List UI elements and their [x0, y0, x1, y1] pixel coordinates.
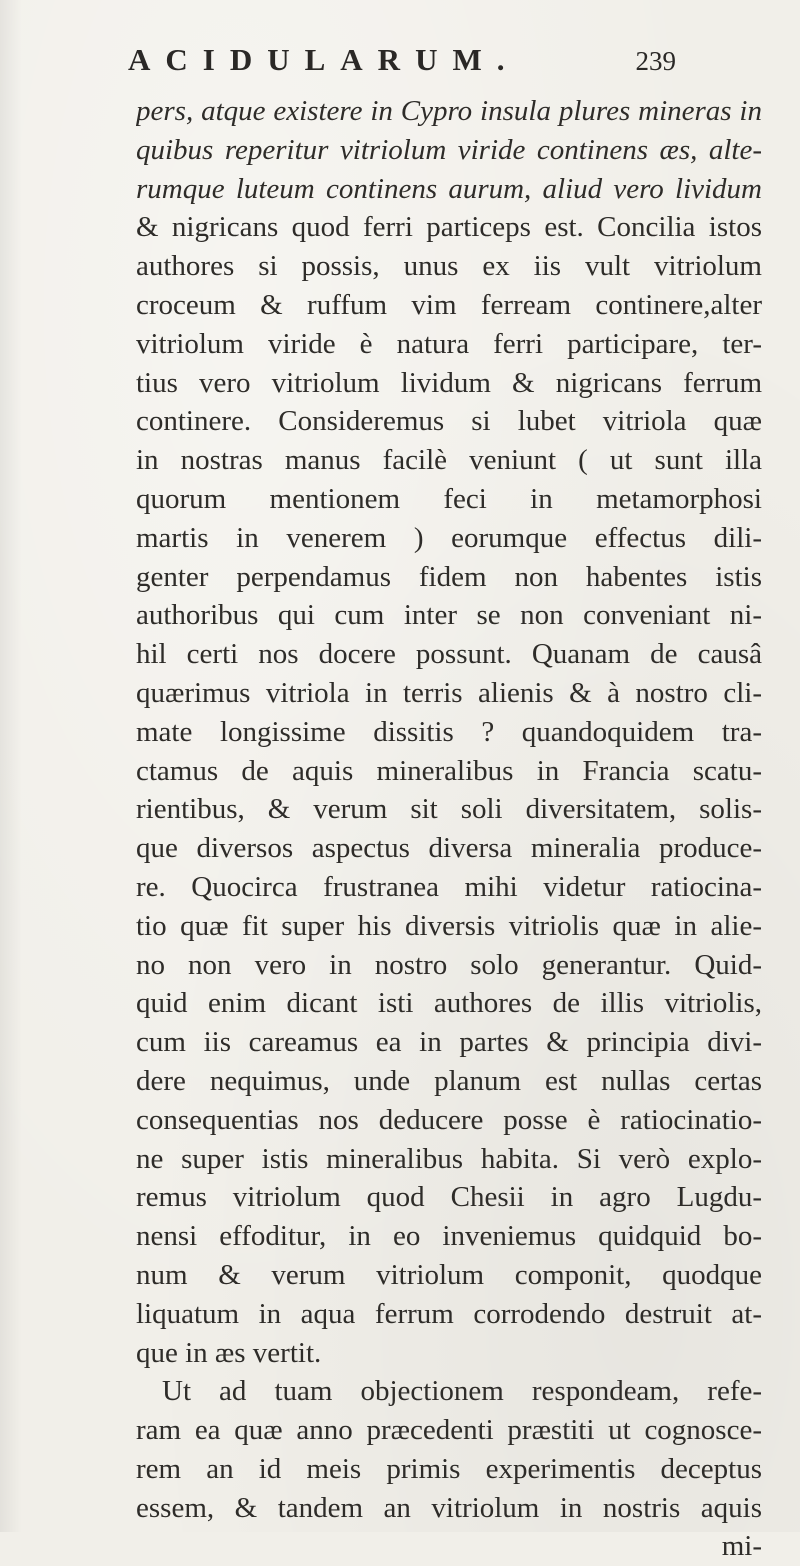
- text-line: ne super istis mineralibus habita. Si verò explo-: [136, 1142, 762, 1175]
- text-line: authores si possis, unus ex iis vult vitriolum: [136, 250, 762, 283]
- text-line: genter perpendamus fidem non habentes istis: [136, 560, 762, 593]
- text-line: authoribus qui cum inter se non conveniant ni-: [136, 599, 762, 632]
- text-line: essem, & tandem an vitriolum in nostris aquis: [136, 1491, 762, 1524]
- text-line: que in æs vertit.: [136, 1336, 322, 1369]
- text-line: liquatum in aqua ferrum corrodendo destruit at-: [136, 1297, 762, 1330]
- text-line: Ut ad tuam objectionem respondeam, refe-: [162, 1375, 762, 1408]
- text-line: croceum & ruffum vim ferream continere,alter: [136, 288, 762, 321]
- text-line: quibus reperitur vitriolum viride continens æs, alte-: [136, 133, 762, 166]
- text-line: vitriolum viride è natura ferri participare, ter-: [136, 327, 762, 360]
- text-line: rem an id meis primis experimentis deceptus: [136, 1452, 762, 1485]
- text-line: pers, atque existere in Cypro insula plures mineras in: [136, 95, 762, 127]
- text-line: que diversos aspectus diversa mineralia produce-: [136, 832, 762, 865]
- text-line: continere. Consideremus si lubet vitriola quæ: [136, 405, 762, 438]
- page-gutter-shadow: [0, 0, 22, 1532]
- text-line: martis in venerem ) eorumque effectus dili-: [136, 521, 762, 554]
- text-line: quærimus vitriola in terris alienis & à nostro cli-: [136, 676, 762, 709]
- text-line: quorum mentionem feci in metamorphosi: [136, 482, 762, 515]
- text-line: in nostras manus facilè veniunt ( ut sunt illa: [136, 444, 762, 477]
- text-line: quid enim dicant isti authores de illis vitriolis,: [136, 987, 762, 1020]
- body-text: [136, 92, 762, 1566]
- text-line: cum iis careamus ea in partes & principia divi-: [136, 1026, 762, 1059]
- text-line: ctamus de aquis mineralibus in Francia scatu-: [136, 754, 762, 787]
- text-line: nensi effoditur, in eo inveniemus quidquid bo-: [136, 1220, 762, 1253]
- text-line: consequentias nos deducere posse è ratiocinatio-: [136, 1103, 762, 1136]
- text-line: dere nequimus, unde planum est nullas certas: [136, 1064, 762, 1097]
- page-number: 239: [635, 46, 676, 76]
- text-line: re. Quocirca frustranea mihi videtur ratiocina-: [136, 870, 762, 903]
- text-line: num & verum vitriolum componit, quodque: [136, 1258, 762, 1291]
- running-head: ACIDULARUM.: [128, 42, 520, 77]
- text-line: rientibus, & verum sit soli diversitatem, solis-: [136, 793, 762, 826]
- text-line: tio quæ fit super his diversis vitriolis quæ in alie-: [136, 909, 762, 942]
- text-line: remus vitriolum quod Chesii in agro Lugdu-: [136, 1181, 762, 1214]
- catchword: mi-: [721, 1530, 762, 1563]
- text-line: mate longissime dissitis ? quandoquidem tra-: [136, 715, 762, 748]
- text-line: no non vero in nostro solo generantur. Quid-: [136, 948, 762, 981]
- text-line: & nigricans quod ferri particeps est. Concilia istos: [136, 211, 762, 244]
- text-line: ram ea quæ anno præcedenti præstiti ut cognosce-: [136, 1414, 762, 1447]
- text-line: hil certi nos docere possunt. Quanam de causâ: [136, 638, 762, 671]
- text-line: rumque luteum continens aurum, aliud vero lividum: [136, 172, 762, 205]
- text-line: tius vero vitriolum lividum & nigricans ferrum: [136, 366, 762, 399]
- page-header: [128, 42, 676, 78]
